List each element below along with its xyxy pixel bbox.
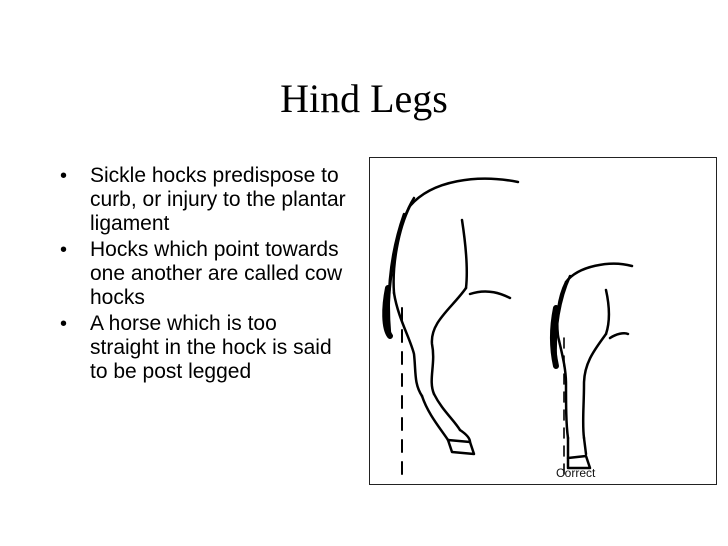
bullet-marker: • — [60, 313, 68, 335]
bullet-marker: • — [60, 165, 68, 187]
bullet-list — [60, 164, 350, 386]
bullet-text: Sickle hocks predispose to curb, or injury to the plantar ligament — [90, 164, 346, 235]
bullet-item — [60, 164, 350, 236]
bullet-item — [60, 238, 350, 310]
correct-leg-drawing — [553, 264, 632, 468]
bullet-text: A horse which is too straight in the hock is said to be post legged — [90, 312, 332, 383]
hind-leg-drawing — [370, 158, 716, 484]
slide-title: Hind Legs — [280, 76, 448, 121]
bullet-item — [60, 312, 350, 384]
bullet-marker: • — [60, 239, 68, 261]
figure-caption: Correct — [556, 466, 596, 480]
hind-leg-illustration — [369, 157, 717, 485]
bullet-text: Hocks which point towards one another are called cow hocks — [90, 238, 343, 309]
sickle-hock-leg-drawing — [385, 179, 518, 454]
